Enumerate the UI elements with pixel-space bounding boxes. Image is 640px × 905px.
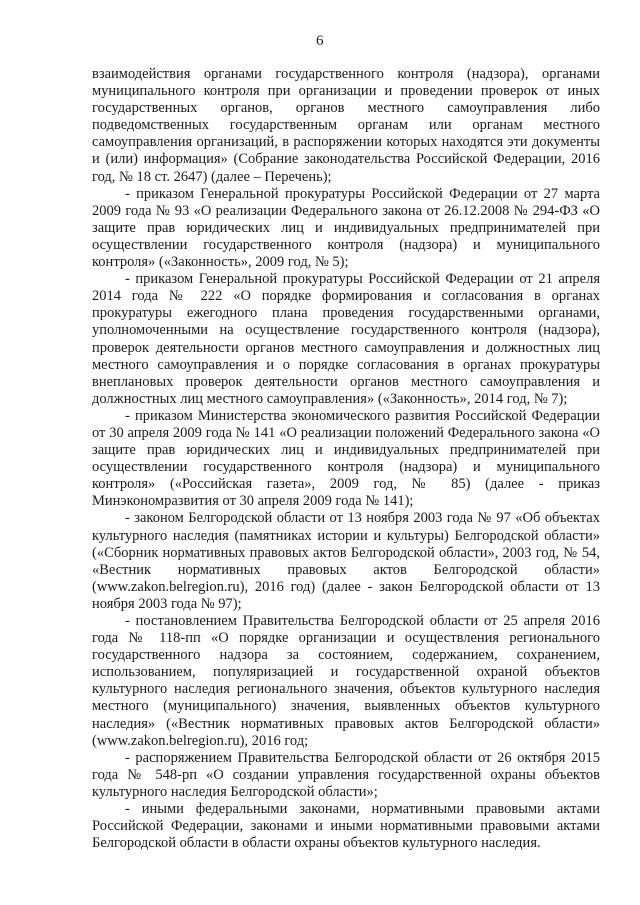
paragraph-perechen-continuation: взаимодействия органами государственного контроля (надзора), органами муниципального контроля при организации и проведении проверок от иных государственных органов, органов местного самоуправления либо подведомственных государственным органам или органам местного самоуправления организаций, в распоряжении которых находятся эти документы и (или) информация» (Собрание законодательства Российской Федерации, 2016 год, № 18 ст. 2647) (далее – Перечень); <box>92 66 600 185</box>
page-number: 6 <box>316 33 324 49</box>
list-item-postanovlenie-118-pp: - постановлением Правительства Белгородской области от 25 апреля 2016 года № 118-пп «О порядке организации и осуществления регионального государственного надзора за состоянием, содержанием, сохранением, использованием, популяризацией и государственной охраной объектов культурного наследия регионального значения, объектов культурного наследия местного (муниципального) значения, выявленных объектов культурного наследия» («Вестник нормативных правовых актов Белгородской области» (www.zakon.belregion.ru), 2016 год; <box>92 613 600 749</box>
list-item-prikaz-genprokuratury-222: - приказом Генеральной прокуратуры Российской Федерации от 21 апреля 2014 года № 222 «О порядке формирования и согласования в органах прокуратуры ежегодного плана проведения государственными органами, уполномоченными на осуществление государственного контроля (надзора), проверок деятельности органов местного самоуправления и должностных лиц местного самоуправления и о порядке согласования в органах прокуратуры внеплановых проверок деятельности органов местного самоуправления и должностных лиц местного самоуправления» («Законность», 2014 год, № 7); <box>92 271 600 407</box>
list-item-prikaz-minekonomrazvitiya-141: - приказом Министерства экономического развития Российской Федерации от 30 апреля 2009 года № 141 «О реализации положений Федерального закона «О защите прав юридических лиц и индивидуальных предпринимателей при осуществлении государственного контроля (надзора) и муниципального контроля» («Российская газета», 2009 год, № 85) (далее - приказ Минэкономразвития от 30 апреля 2009 года № 141); <box>92 407 600 510</box>
document-body <box>92 66 600 852</box>
list-item-rasporyazhenie-548-rp: - распоряжением Правительства Белгородской области от 26 октября 2015 года № 548-рп «О создании управления государственной охраны объектов культурного наследия Белгородской области»; <box>92 749 600 800</box>
list-item-inye-akty: - иными федеральными законами, нормативными правовыми актами Российской Федерации, законами и иными нормативными правовыми актами Белгородской области в области охраны объектов культурного наследия. <box>92 801 600 852</box>
list-item-prikaz-genprokuratury-93: - приказом Генеральной прокуратуры Российской Федерации от 27 марта 2009 года № 93 «О реализации Федерального закона от 26.12.2008 № 294-ФЗ «О защите прав юридических лиц и индивидуальных предпринимателей при осуществлении государственного контроля (надзора) и муниципального контроля» («Законность», 2009 год, № 5); <box>92 185 600 271</box>
list-item-zakon-belgorodskoy-oblasti-97: - законом Белгородской области от 13 ноября 2003 года № 97 «Об объектах культурного наследия (памятниках истории и культуры) Белгородской области» («Сборник нормативных правовых актов Белгородской области», 2003 год, № 54, «Вестник нормативных правовых актов Белгородской области» (www.zakon.belregion.ru), 2016 год) (далее - закон Белгородской области от 13 ноября 2003 года № 97); <box>92 510 600 612</box>
